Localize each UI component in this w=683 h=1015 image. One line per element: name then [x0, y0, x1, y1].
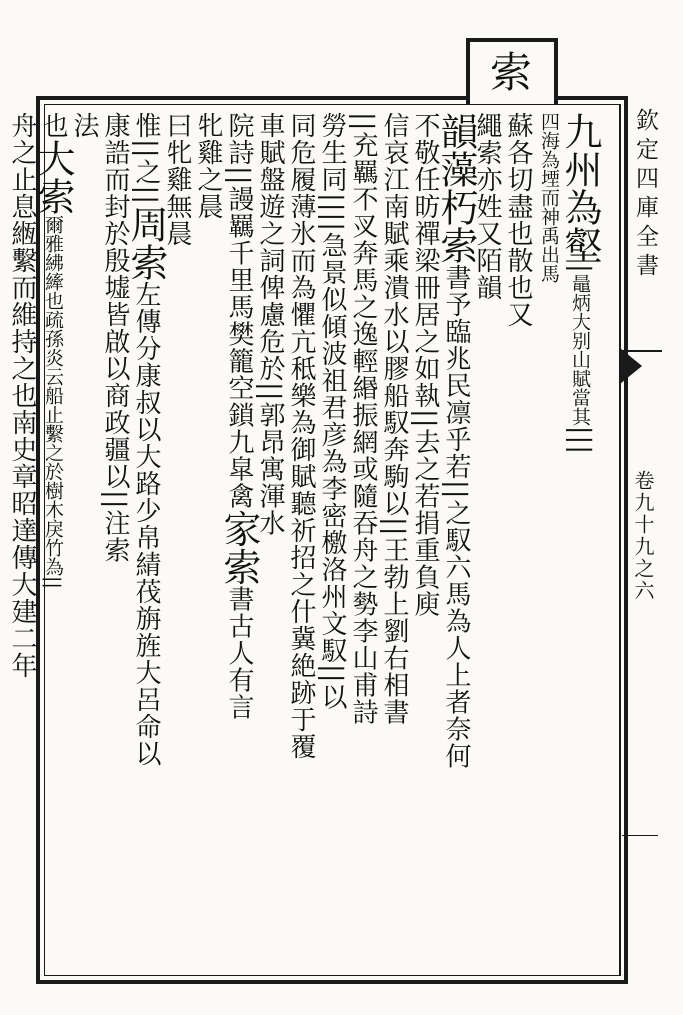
- headword-text: 九州為壑: [558, 112, 602, 264]
- headword-text: 家索: [217, 509, 261, 586]
- column-text: 信哀江南賦乘潰水以膠船馭奔駒以||王勃上劉右相書: [379, 112, 409, 726]
- column-text: 書古人有言: [224, 585, 254, 721]
- text-column: [348, 112, 385, 726]
- text-column: [193, 112, 230, 220]
- headword-text: 大索: [31, 139, 75, 215]
- text-column: [379, 112, 416, 726]
- text-column: [472, 112, 509, 301]
- text-column: [317, 112, 354, 711]
- column-text: 車賦盤遊之詞俾慮危於||郭昂寓渾水: [255, 112, 285, 537]
- text-column: [503, 112, 540, 328]
- column-text: 牝雞之晨: [193, 112, 223, 220]
- headword-text: 周索: [124, 205, 168, 282]
- fishtail-mark: [620, 348, 642, 384]
- margin-rule: [620, 104, 621, 976]
- text-column: [124, 112, 168, 768]
- column-text: 同危履薄氷而為懼亢秪樂為御賦聽祈招之什冀絶跡于覆: [286, 112, 316, 760]
- margin-divider: [622, 835, 658, 836]
- column-text: 也: [38, 112, 68, 139]
- text-column: [100, 112, 137, 564]
- column-text: 左傳分康叔以大路少帛綪茷旃旌大呂命以: [131, 281, 161, 768]
- column-text: 四海為堙而神禹出馬: [538, 112, 560, 283]
- column-text: 惟||之||: [131, 112, 161, 206]
- text-column: [286, 112, 323, 760]
- text-column: [434, 112, 478, 770]
- text-column: [410, 112, 447, 618]
- text-column: [255, 112, 292, 537]
- column-text: 書予臨兆民凛乎若||之馭六馬為人上者奈何: [441, 264, 471, 770]
- text-column: [558, 112, 602, 456]
- column-text: |||: [565, 425, 595, 456]
- headword-text: 韻藻朽索: [434, 112, 478, 264]
- column-text: 康誥而封於殷墟皆啟以商政疆以||注索: [100, 112, 130, 564]
- column-text: 勞生同||||急景似傾波祖君彦為李密檄洛州文馭||以: [317, 112, 347, 711]
- column-text: 不敬任昉禪梁冊居之如執||去之若捐重負庾: [410, 112, 440, 618]
- column-text: 爾雅紼縴也疏孫炎云船止繫之於樹木戾竹為||: [42, 215, 64, 589]
- column-text: 舟之止息緪繫而維持之也南史章昭達傳大建二年: [7, 112, 37, 679]
- column-text: 鼂炳大别山賦當其: [569, 273, 591, 426]
- column-text: ||充羈不㕚奔馬之逸輕緡振網或隨吞舟之勢李山甫詩: [348, 112, 378, 726]
- column-text: 蘇各切盡也散也又: [503, 112, 533, 328]
- juan-number: 卷九十九之六: [631, 470, 655, 602]
- text-column: [7, 112, 44, 679]
- text-column: [538, 112, 571, 283]
- column-text: 法: [69, 112, 99, 139]
- text-column: [217, 112, 261, 721]
- text-column: [69, 112, 106, 139]
- head-word: 索: [490, 48, 533, 97]
- column-text: 曰牝雞無晨: [162, 112, 192, 247]
- text-column: [31, 112, 75, 589]
- text-column: [162, 112, 199, 247]
- column-text: |: [565, 264, 595, 274]
- column-text: 繩索亦姓又陌韻: [472, 112, 502, 301]
- margin-title: 欽定四庫全書: [632, 108, 658, 282]
- column-text: 院詩||謾羈千里馬樊籠空鎖九皐禽: [224, 112, 254, 510]
